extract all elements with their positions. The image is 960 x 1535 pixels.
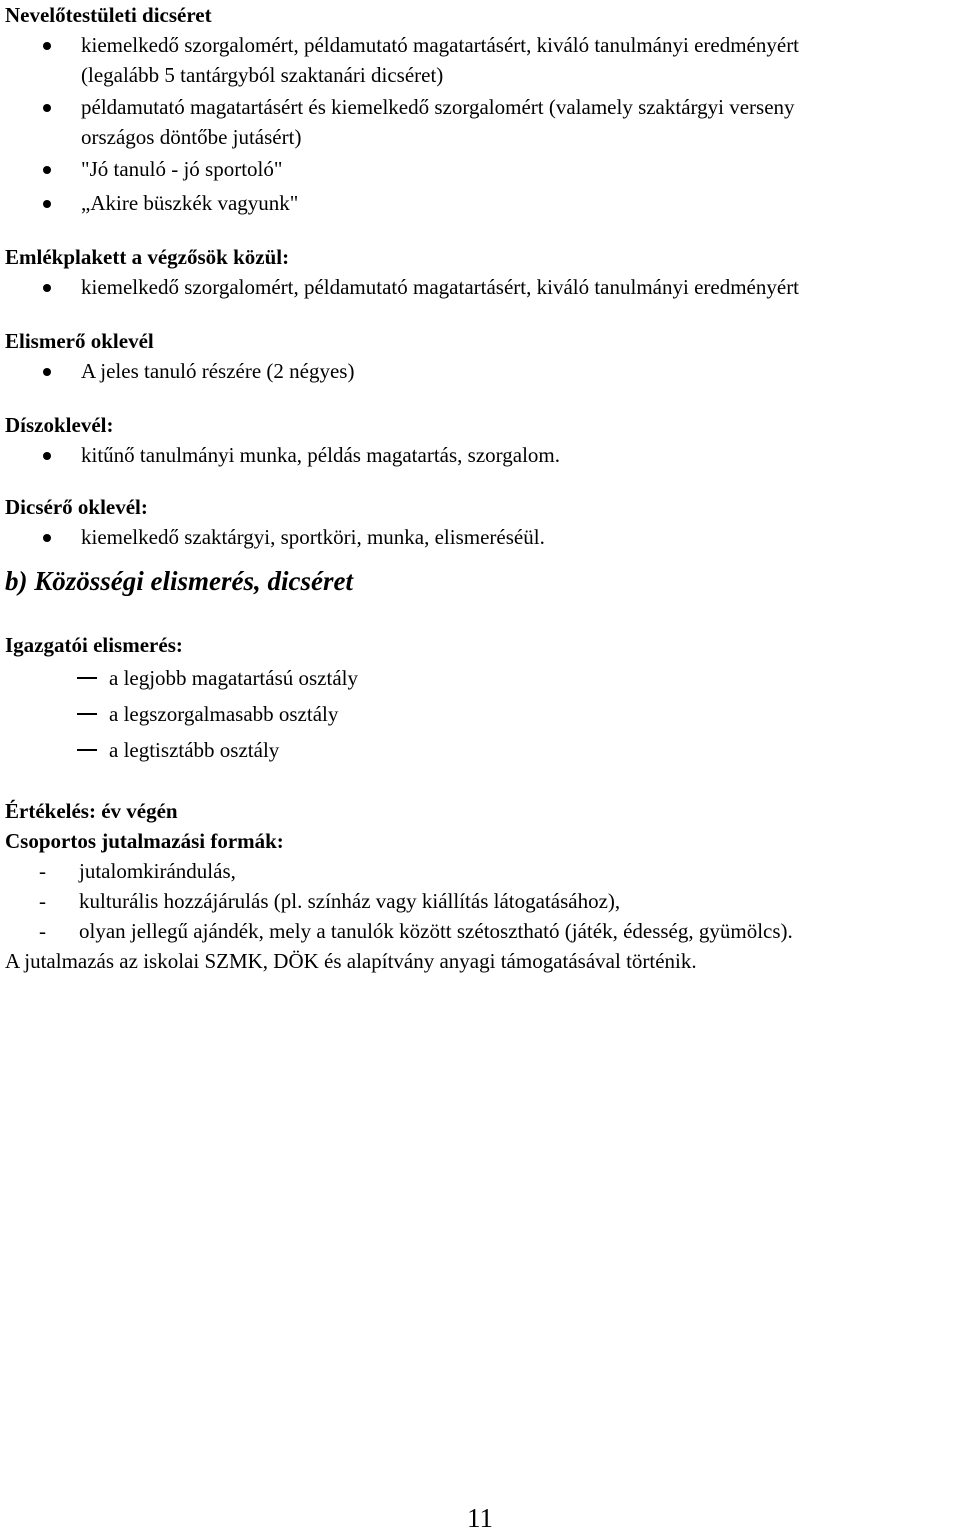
list-item: a legtisztább osztály: [5, 732, 955, 768]
bullet-icon: [43, 452, 51, 460]
bullet-icon: [43, 104, 51, 112]
list-item: kiemelkedő szaktárgyi, sportköri, munka, elismeréséül.: [5, 522, 955, 552]
closing-paragraph: A jutalmazás az iskolai SZMK, DÖK és alapítvány anyagi támogatásával történik.: [5, 949, 697, 973]
dash-icon: [77, 749, 97, 751]
list-item: - kulturális hozzájárulás (pl. színház vagy kiállítás látogatásához),: [39, 889, 621, 913]
list-item: A jeles tanuló részére (2 négyes): [5, 356, 955, 386]
bullet-list: [5, 440, 955, 470]
list-item: kiemelkedő szorgalomért, példamutató magatartásért, kiváló tanulmányi eredményért (legalább 5 tantárgyból szaktanári dicséret): [5, 30, 955, 90]
section-heading-praise-certificate: Dicsérő oklevél:: [5, 495, 148, 519]
list-item: kiemelkedő szorgalomért, példamutató magatartásért, kiváló tanulmányi eredményért: [5, 272, 955, 302]
group-rewards-heading: Csoportos jutalmazási formák:: [5, 829, 284, 853]
bullet-list: [5, 356, 955, 386]
evaluation-heading: Értékelés: év végén: [5, 799, 178, 823]
section-heading-honorary-certificate: Díszoklevél:: [5, 413, 114, 437]
community-recognition-title: b) Közösségi elismerés, dicséret: [5, 566, 353, 596]
principal-recognition-heading: Igazgatói elismerés:: [5, 633, 183, 657]
dash-list: [5, 660, 955, 768]
section-heading-recognition-certificate: Elismerő oklevél: [5, 329, 154, 353]
bullet-icon: [43, 42, 51, 50]
document-page: [5, 0, 955, 976]
bullet-icon: [43, 200, 51, 208]
section-heading-teaching-staff-praise: Nevelőtestületi dicséret: [5, 3, 212, 27]
list-item: kitűnő tanulmányi munka, példás magatartás, szorgalom.: [5, 440, 955, 470]
bullet-icon: [43, 368, 51, 376]
list-item: a legjobb magatartású osztály: [5, 660, 955, 696]
dash-icon: [77, 713, 97, 715]
bullet-icon: [43, 534, 51, 542]
list-item: „Akire büszkék vagyunk": [5, 188, 955, 218]
list-item: - jutalomkirándulás,: [39, 859, 236, 883]
bullet-icon: [43, 166, 51, 174]
bullet-list: [5, 522, 955, 552]
dash-icon: [77, 677, 97, 679]
section-heading-memorial-plaque: Emlékplakett a végzősök közül:: [5, 245, 290, 269]
hyphen-list: [5, 856, 955, 946]
list-item: "Jó tanuló - jó sportoló": [5, 154, 955, 184]
list-item: a legszorgalmasabb osztály: [5, 696, 955, 732]
bullet-list: [5, 272, 955, 302]
list-item: példamutató magatartásért és kiemelkedő szorgalomért (valamely szaktárgyi verseny országos döntőbe jutásért): [5, 92, 955, 152]
bullet-icon: [43, 284, 51, 292]
list-item: - olyan jellegű ajándék, mely a tanulók között szétosztható (játék, édesség, gyümölcs).: [39, 919, 793, 943]
page-number: 11: [467, 1503, 493, 1533]
bullet-list: [5, 30, 955, 218]
